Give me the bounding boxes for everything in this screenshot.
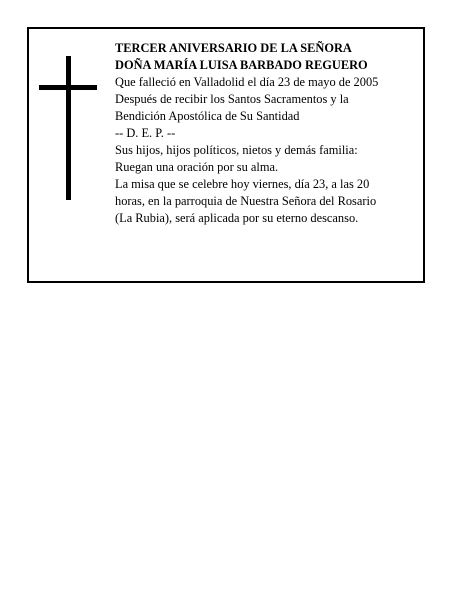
- notice-line-sacraments: Después de recibir los Santos Sacramentos y la: [115, 92, 349, 106]
- notice-line-mass: La misa que se celebre hoy viernes, día 23, a las 20: [115, 177, 370, 191]
- notice-line-parish: horas, en la parroquia de Nuestra Señora del Rosario: [115, 194, 377, 208]
- notice-line-dedication: (La Rubia), será aplicada por su eterno descanso.: [115, 211, 359, 225]
- cross-horizontal-bar: [39, 85, 97, 90]
- notice-heading-anniversary: TERCER ANIVERSARIO DE LA SEÑORA: [115, 41, 352, 55]
- notice-text: [115, 40, 421, 227]
- notice-heading-name: DOÑA MARÍA LUISA BARBADO REGUERO: [115, 58, 368, 72]
- notice-line-death: Que falleció en Valladolid el día 23 de mayo de 2005: [115, 75, 379, 89]
- notice-line-blessing: Bendición Apostólica de Su Santidad: [115, 109, 300, 123]
- cross-vertical-bar: [66, 56, 71, 200]
- notice-line-rip: -- D. E. P. --: [115, 126, 176, 140]
- obituary-notice: [27, 27, 425, 283]
- cross-icon: [39, 56, 97, 200]
- notice-line-prayer: Ruegan una oración por su alma.: [115, 160, 279, 174]
- notice-line-family: Sus hijos, hijos políticos, nietos y demás familia:: [115, 143, 358, 157]
